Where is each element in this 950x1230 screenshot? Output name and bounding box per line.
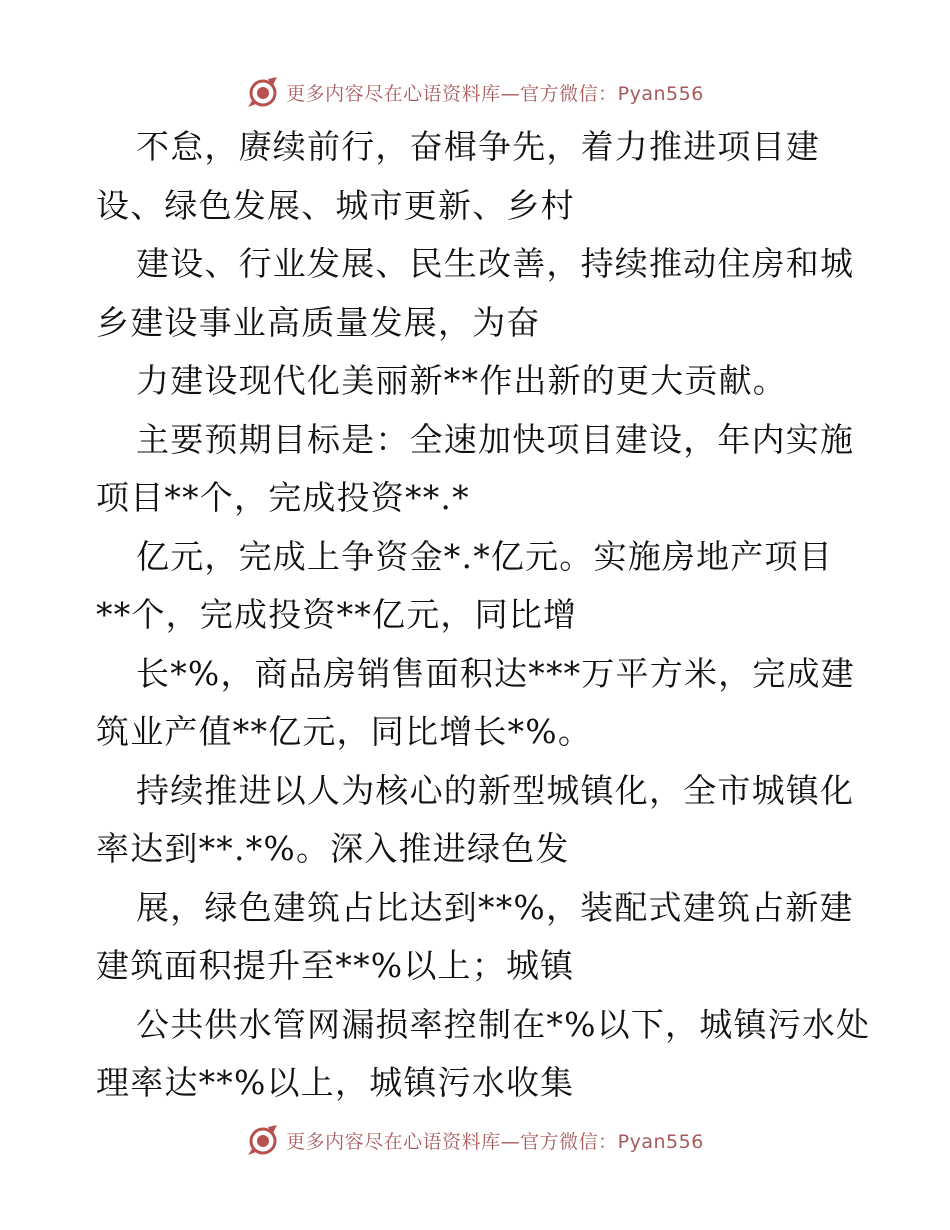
paragraph-line: 持续推进以人为核心的新型城镇化，全市城镇化	[136, 770, 855, 810]
quill-seal-icon	[246, 75, 280, 109]
paragraph-line: 力建设现代化美丽新**作出新的更大贡献。	[136, 361, 787, 400]
paragraph-line: 不怠，赓续前行，奋楫争先，着力推进项目建	[136, 127, 820, 166]
paragraph-line: 长*%，商品房销售面积达***万平方米，完成建	[136, 653, 855, 693]
paragraph-line: **个，完成投资**亿元，同比增	[96, 595, 578, 634]
paragraph-line: 亿元，完成上争资金*.*亿元。实施房地产项目	[136, 536, 833, 576]
quill-seal-icon	[246, 1123, 280, 1157]
paragraph-line: 建设、行业发展、民生改善，持续推动住房和城	[136, 244, 855, 283]
paragraph-line: 公共供水管网漏损率控制在*%以下，城镇污水处	[136, 1004, 871, 1044]
document-body	[96, 118, 871, 1113]
paragraph-line: 筑业产值**亿元，同比增长*%。	[96, 712, 593, 751]
paragraph-line: 率达到**.*%。深入推进绿色发	[96, 829, 570, 868]
paragraph-line: 设、绿色发展、城市更新、乡村	[96, 185, 575, 225]
paragraph-line: 建筑面积提升至**%以上；城镇	[96, 946, 575, 985]
header-banner	[0, 72, 950, 112]
paragraph-line: 理率达**%以上，城镇污水收集	[96, 1063, 575, 1102]
paragraph-line: 主要预期目标是：全速加快项目建设，年内实施	[136, 419, 855, 459]
paragraph-line: 展，绿色建筑占比达到**%，装配式建筑占新建	[136, 887, 854, 927]
footer-banner	[0, 1120, 950, 1160]
header-banner-text: 更多内容尽在心语资料库—官方微信：Pyan556	[286, 82, 704, 105]
footer-banner-text: 更多内容尽在心语资料库—官方微信：Pyan556	[286, 1130, 704, 1153]
paragraph-line: 项目**个，完成投资**.*	[96, 478, 470, 517]
paragraph-line: 乡建设事业高质量发展，为奋	[96, 302, 541, 342]
